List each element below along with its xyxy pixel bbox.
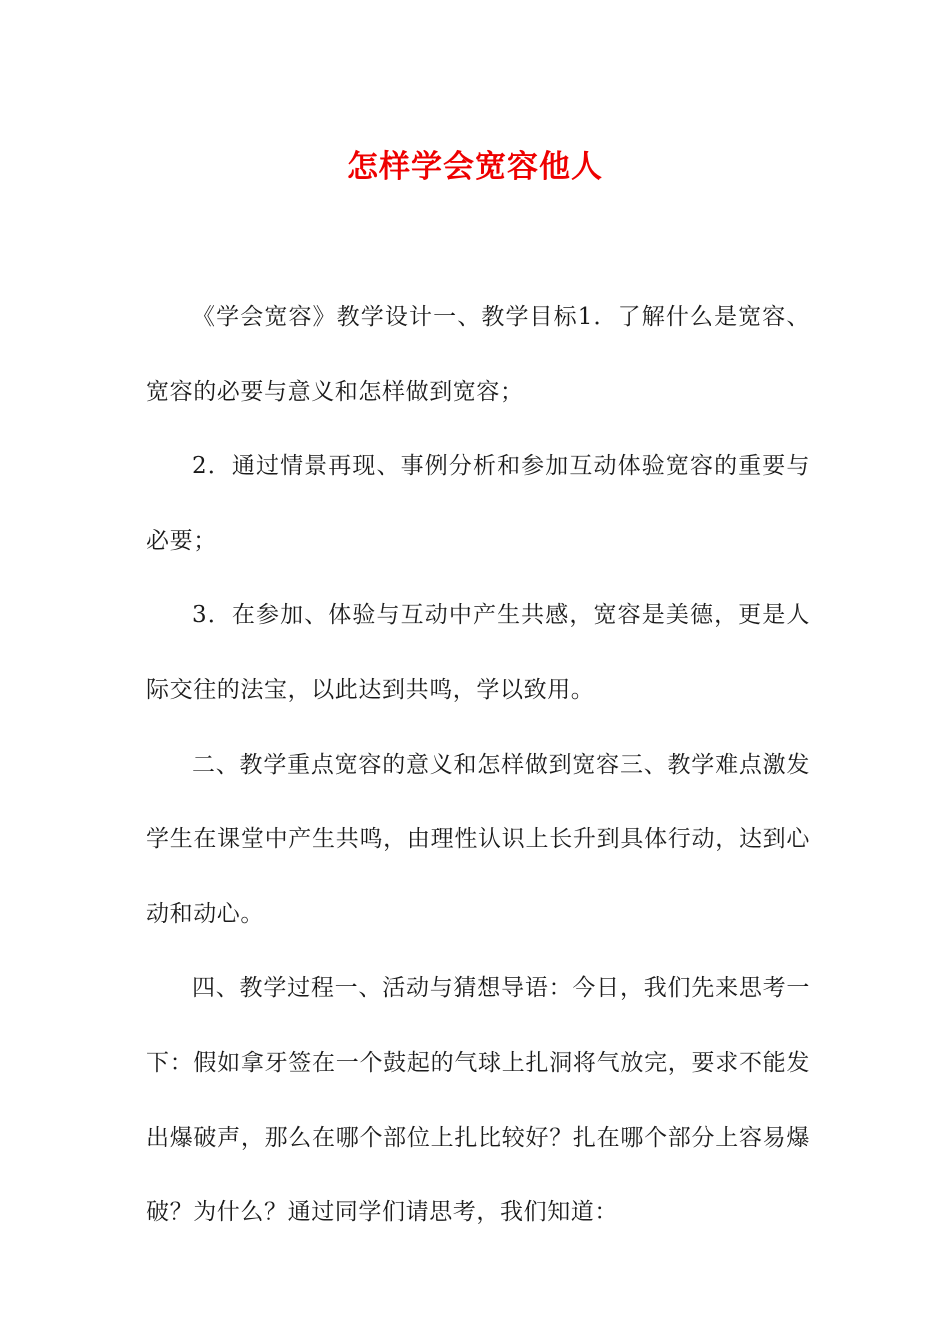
paragraph-goal-2: 2．通过情景再现、事例分析和参加互动体验宽容的重要与必要； xyxy=(146,453,810,554)
document-body xyxy=(146,280,810,1250)
paragraph-teaching-goals: 《学会宽容》教学设计一、教学目标1．了解什么是宽容、宽容的必要与意义和怎样做到宽容； xyxy=(146,304,810,405)
document-title: 怎样学会宽容他人 xyxy=(347,149,603,185)
paragraph-teaching-process: 四、教学过程一、活动与猜想导语：今日，我们先来思考一下：假如拿牙签在一个鼓起的气球上扎洞将气放完，要求不能发出爆破声，那么在哪个部位上扎比较好？扎在哪个部分上容易爆破？为什么？通过同学们请思考，我们知道： xyxy=(146,975,810,1226)
paragraph-key-points: 二、教学重点宽容的意义和怎样做到宽容三、教学难点激发学生在课堂中产生共鸣，由理性认识上长升到具体行动，达到心动和动心。 xyxy=(146,751,810,927)
paragraph-goal-3: 3．在参加、体验与互动中产生共感，宽容是美德，更是人际交往的法宝，以此达到共鸣，学以致用。 xyxy=(146,602,810,703)
